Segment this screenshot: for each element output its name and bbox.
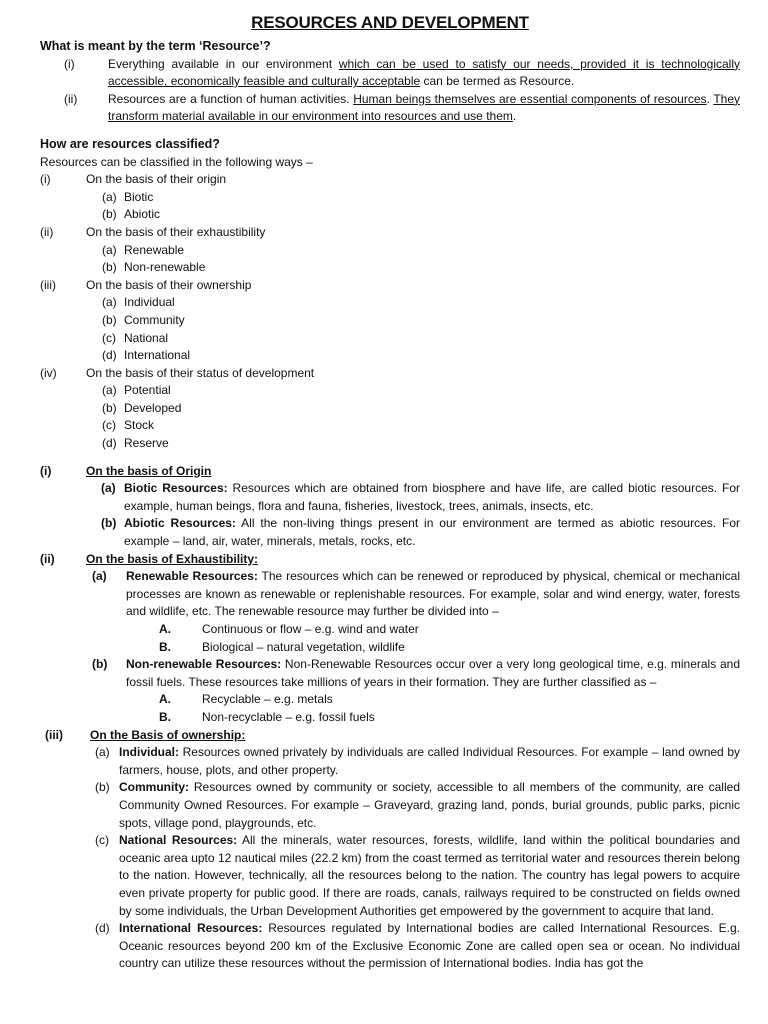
international-resources-paragraph: (d) International Resources: Resources regulated by International bodies are called International Resources. E.g. Oceanic resources beyond 200 km of the Exclusive Economic Zone are called open sea or ocean. No individual country can utilize these resources without the permission of International bodies. India has got the [95, 921, 740, 971]
community-resources-paragraph: (b) Community: Resources owned by community or society, accessible to all members of the community, are called Community Owned Resources. For example – Graveyard, grazing land, ponds, burial grounds, public parks, picnic spots, village pond, playgrounds, etc. [95, 780, 740, 830]
item-number: (ii) [64, 91, 78, 106]
individual-resources-paragraph: (a) Individual: Resources owned privately by individuals are called Individual Resources. For example – land owned by farmers, house, plots, and other property. [95, 745, 740, 777]
classification-list [40, 171, 740, 453]
class-ownership: (iii) On the basis of their ownership [40, 277, 252, 292]
section-exhaustibility-heading: (ii) On the basis of Exhaustibility: [40, 551, 259, 566]
class-exhaustibility: (ii) On the basis of their exhaustibility [40, 224, 266, 239]
class-origin: (i) On the basis of their origin [40, 172, 227, 187]
class-development: (iv) On the basis of their status of development [40, 365, 315, 380]
question-resource-heading: What is meant by the term ‘Resource’? [40, 39, 271, 53]
list-item: (b) Developed [102, 400, 182, 415]
resource-definition-2: (ii) Resources are a function of human activities. Human beings themselves are essential components of resources. They transform material available in our environment into resources and use them. [64, 91, 740, 124]
item-number: (i) [64, 56, 75, 71]
section-ownership-heading: (iii) On the Basis of ownership: [45, 727, 246, 742]
classification-intro: Resources can be classified in the following ways – [40, 154, 313, 169]
national-resources-paragraph: (c) National Resources: All the minerals, water resources, forests, wildlife, land within the political boundaries and oceanic area upto 12 nautical miles (22.2 km) from the coast termed as territorial water and resources therein belong to the nation. However, technically, all the resources belong to the nation. The country has legal powers to acquire even private property for public good. If there are roads, canals, railways required to be constructed on fields owned by some individuals, the Urban Development Authorities get empowered by the government to acquire that land. [95, 833, 740, 918]
list-item: (b) Non-renewable [102, 260, 206, 275]
list-item: (d) International [102, 348, 191, 363]
list-item: (c) National [102, 330, 169, 345]
page-title: RESOURCES AND DEVELOPMENT [251, 13, 529, 32]
list-item: B. Non-recyclable – e.g. fossil fuels [159, 709, 375, 724]
biotic-resources-paragraph: (a) Biotic Resources: Resources which are obtained from biosphere and have life, are called biotic resources. For example, human beings, flora and fauna, fisheries, livestock, trees, animals, insects, etc. [101, 481, 741, 513]
list-item: (a) Potential [102, 383, 171, 398]
list-item: (a) Individual [102, 295, 175, 310]
document-page [40, 11, 740, 973]
abiotic-resources-paragraph: (b) Abiotic Resources: All the non-living things present in our environment are termed as abiotic resources. For example – land, air, water, minerals, metals, rocks, etc. [101, 516, 741, 549]
list-item: (c) Stock [102, 418, 155, 433]
list-item: (b) Abiotic [102, 207, 161, 222]
list-item: (a) Biotic [102, 189, 154, 204]
section-origin-heading: (i) On the basis of Origin [40, 463, 212, 478]
list-item: B. Biological – natural vegetation, wildlife [159, 639, 405, 654]
list-item: A. Continuous or flow – e.g. wind and water [159, 622, 419, 636]
list-item: (b) Community [102, 312, 185, 327]
renewable-resources-paragraph: (a) Renewable Resources: The resources which can be renewed or reproduced by physical, chemical or mechanical processes are known as renewable or replenishable resources. For example, solar and wind energy, water, forests and wildlife, etc. The renewable resource may further be divided into – [92, 569, 740, 619]
list-item: (d) Reserve [102, 436, 169, 451]
resource-definition-1: (i) Everything available in our environment which can be used to satisfy our needs, provided it is technologically accessible, economically feasible and culturally acceptable can be termed as Resource. [64, 56, 741, 89]
non-renewable-resources-paragraph: (b) Non-renewable Resources: Non-Renewable Resources occur over a very long geological time, e.g. minerals and fossil fuels. These resources take millions of years in their formation. They are further classified as – [92, 657, 740, 689]
list-item: (a) Renewable [102, 242, 185, 257]
list-item: A. Recyclable – e.g. metals [159, 692, 333, 707]
question-classification-heading: How are resources classified? [40, 136, 220, 151]
